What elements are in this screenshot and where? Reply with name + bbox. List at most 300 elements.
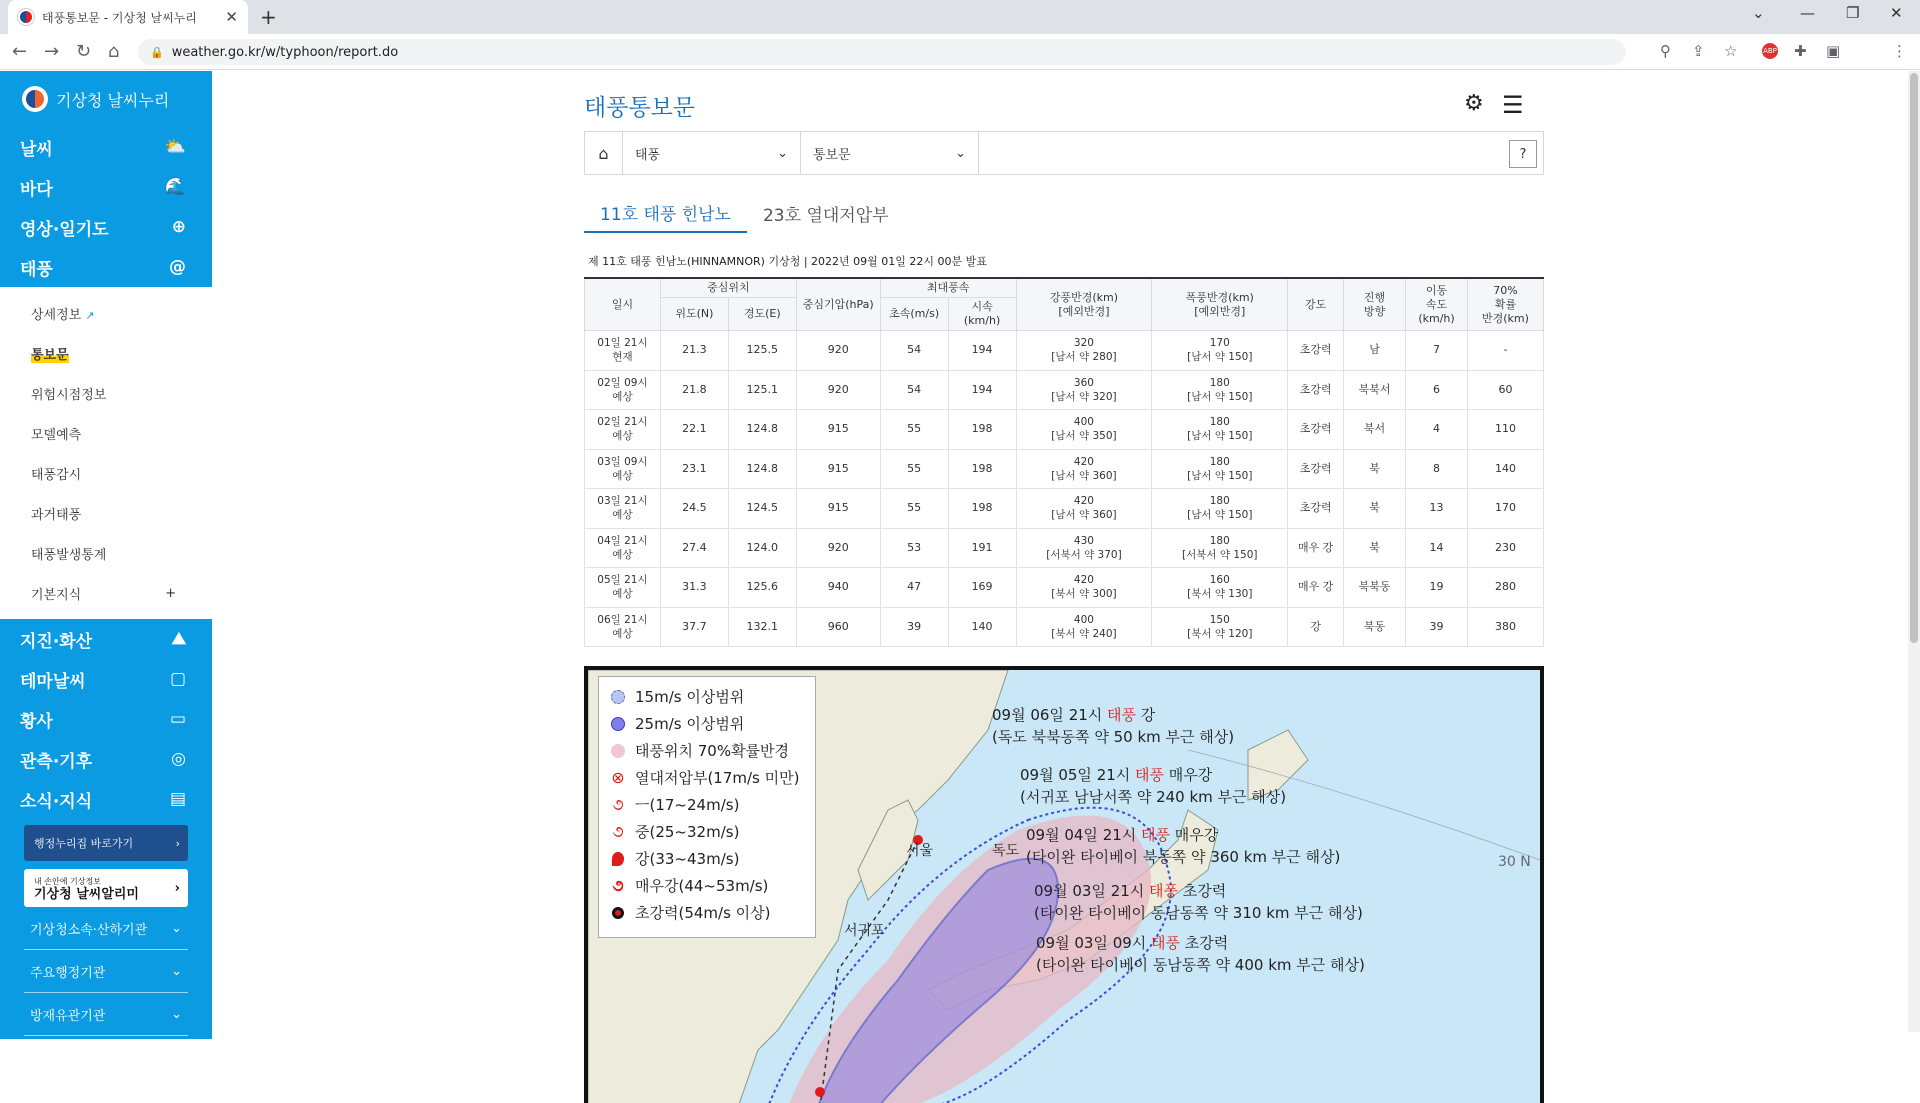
typhoon-medium-icon: ૭ <box>612 821 624 841</box>
col-pressure: 중심기압(hPa) <box>796 278 880 331</box>
cell-value: 02일 21시 <box>597 416 648 429</box>
page-title: 태풍통보문 <box>584 95 696 121</box>
table-cell <box>1016 370 1152 410</box>
kma-emblem-icon <box>22 86 48 112</box>
cell-value: 194 <box>971 382 993 396</box>
col-lat: 위도(N) <box>660 298 728 331</box>
table-cell <box>1467 410 1543 450</box>
table-cell <box>1344 568 1406 608</box>
restore-icon[interactable]: ❐ <box>1846 4 1860 22</box>
table-cell <box>660 528 728 568</box>
cell-value: 06일 21시 <box>597 613 648 626</box>
table-cell <box>948 331 1016 371</box>
table-cell <box>948 370 1016 410</box>
submenu-past[interactable] <box>0 493 212 533</box>
table-cell <box>948 528 1016 568</box>
menu-label: 바다 <box>20 179 53 200</box>
legend-label: 열대저압부(17m/s 미만) <box>635 769 800 787</box>
menu-earthquake[interactable] <box>0 619 212 659</box>
menu-news[interactable] <box>0 779 212 819</box>
col-maxwind: 최대풍속 <box>880 278 1016 298</box>
cell-value: 매우 강 <box>1297 540 1334 554</box>
cell-value: 남 <box>1369 343 1380 357</box>
cell-value: 22.1 <box>682 422 707 436</box>
table-cell <box>1467 331 1543 371</box>
table-cell <box>1152 568 1288 608</box>
table-cell <box>1344 607 1406 647</box>
menu-satellite[interactable] <box>0 207 212 247</box>
legend-item <box>609 872 805 899</box>
submenu-label: 위험시점정보 <box>31 387 107 403</box>
table-cell <box>1406 449 1468 489</box>
zoom-icon[interactable]: ⚲ <box>1660 42 1671 60</box>
header-text: 폭풍반경(km) <box>1185 290 1254 304</box>
table-cell <box>796 370 880 410</box>
forward-icon[interactable]: → <box>44 41 60 62</box>
tab-title: 태풍통보문 - 기상청 날씨누리 <box>42 10 197 25</box>
table-cell <box>1016 489 1152 529</box>
cell-value: - <box>1503 343 1508 357</box>
cell-value: [북서 약 120] <box>1187 627 1253 640</box>
globe-icon: ◎ <box>171 749 186 769</box>
legend-item <box>609 710 805 737</box>
cell-value: 360 <box>1073 376 1094 389</box>
table-cell <box>1344 449 1406 489</box>
chevron-right-icon: › <box>174 880 180 896</box>
place-label-dokdo: 독도 <box>992 843 1020 859</box>
header-text: 반경(km) <box>1482 311 1529 325</box>
dropdown-label: 방재유관기관 <box>30 1008 106 1024</box>
header-text: 70% <box>1493 283 1518 297</box>
table-cell <box>796 489 880 529</box>
light-blue-circle-icon <box>609 688 627 706</box>
menu-theme[interactable] <box>0 659 212 699</box>
cell-value: 55 <box>907 461 922 475</box>
annotation-typhoon: 태풍 <box>1107 706 1137 724</box>
table-cell <box>660 410 728 450</box>
table-cell <box>1016 449 1152 489</box>
annotation-typhoon: 태풍 <box>1151 934 1181 952</box>
bookmark-star-icon[interactable]: ☆ <box>1724 42 1738 60</box>
cell-value: 55 <box>907 422 922 436</box>
table-cell <box>1344 489 1406 529</box>
chevron-down-icon: ⌄ <box>171 963 182 979</box>
cell-value: [남서 약 150] <box>1187 430 1253 443</box>
help-button[interactable]: ? <box>1509 140 1537 168</box>
table-cell <box>1467 370 1543 410</box>
typhoon-submenu <box>0 287 212 619</box>
typhoon-position-marker <box>815 1087 825 1097</box>
menu-climate[interactable] <box>0 739 212 779</box>
cell-value: 북북서 <box>1358 382 1391 396</box>
table-cell <box>660 607 728 647</box>
cell-value: 초강력 <box>1299 382 1332 396</box>
cell-value: 915 <box>827 422 849 436</box>
cell-value: 23.1 <box>682 461 707 475</box>
legend-label: 강(33~43m/s) <box>635 850 740 868</box>
wave-icon: 🌊 <box>164 177 186 197</box>
cell-value: [남서 약 280] <box>1051 351 1117 364</box>
browser-menu-icon[interactable]: ⋮ <box>1892 42 1907 60</box>
header-text: 시속 <box>971 300 993 313</box>
cell-value: 매우 강 <box>1297 580 1334 594</box>
sidebar-top <box>0 71 212 287</box>
legend-item <box>609 683 805 710</box>
tab-search-icon[interactable]: ⌄ <box>1752 4 1765 22</box>
submenu-model[interactable] <box>0 413 212 453</box>
sidebar-bottom <box>0 619 212 1039</box>
chevron-down-icon: ⌄ <box>955 145 966 161</box>
table-cell <box>1016 528 1152 568</box>
tab-depression[interactable]: 23호 열대저압부 <box>762 205 889 226</box>
table-row <box>585 370 1544 410</box>
cell-value: 380 <box>1494 619 1516 633</box>
cell-value: 420 <box>1073 455 1094 468</box>
col-time: 일시 <box>585 278 661 331</box>
cell-value: 04일 21시 <box>597 534 648 547</box>
table-row <box>585 449 1544 489</box>
cell-value: 280 <box>1494 580 1516 594</box>
table-cell <box>1406 331 1468 371</box>
table-cell <box>1467 568 1543 608</box>
forecast-annotation <box>1034 880 1363 924</box>
cell-value: 198 <box>971 461 993 475</box>
annotation-time: 09월 04일 21시 <box>1026 826 1142 844</box>
chevron-right-icon: › <box>175 836 180 850</box>
cell-value: 124.8 <box>746 422 779 436</box>
cell-value: 북북동 <box>1358 580 1391 594</box>
header-text: 방향 <box>1363 304 1386 318</box>
col-strong-radius <box>1016 278 1152 331</box>
gov-portal-banner[interactable] <box>24 825 188 861</box>
dropdown-disaster[interactable] <box>24 993 188 1036</box>
table-cell <box>880 449 948 489</box>
table-cell <box>728 489 796 529</box>
table-cell <box>796 331 880 371</box>
cell-value: 124.5 <box>746 501 779 515</box>
cell-value: 400 <box>1073 416 1094 429</box>
site-logo[interactable] <box>0 71 212 127</box>
col-prob-radius <box>1467 278 1543 331</box>
cell-value: 54 <box>907 343 922 357</box>
table-cell <box>585 489 661 529</box>
cell-value: 현재 <box>612 351 633 364</box>
lat-label: 30 N <box>1498 854 1531 870</box>
cell-value: 54 <box>907 382 922 396</box>
cell-value: 24.5 <box>682 501 707 515</box>
url-field[interactable] <box>138 39 1626 65</box>
breadcrumb-select-report[interactable] <box>801 132 979 174</box>
extensions-puzzle-icon[interactable]: ✚ <box>1794 42 1807 60</box>
table-cell <box>1406 607 1468 647</box>
annotation-typhoon: 태풍 <box>1149 882 1179 900</box>
submenu-basics[interactable] <box>0 573 212 613</box>
hamburger-menu-icon[interactable]: ☰ <box>1502 91 1524 119</box>
cell-value: 27.4 <box>682 540 707 554</box>
table-cell <box>1288 568 1344 608</box>
new-tab-icon[interactable]: + <box>260 5 277 29</box>
cell-value: 320 <box>1073 337 1094 350</box>
cell-value: 420 <box>1073 495 1094 508</box>
table-cell <box>728 568 796 608</box>
cell-value: 140 <box>1494 461 1516 475</box>
dropdown-label: 주요행정기관 <box>30 965 106 981</box>
table-cell <box>796 528 880 568</box>
table-cell <box>728 370 796 410</box>
annotation-location: (타이완 타이베이 동남동쪽 약 400 km 부근 해상) <box>1036 956 1365 974</box>
table-cell <box>1016 410 1152 450</box>
forecast-annotation <box>1020 764 1286 808</box>
table-cell <box>1406 410 1468 450</box>
menu-label: 지진·화산 <box>20 631 93 652</box>
submenu-label: 통보문 <box>31 344 69 363</box>
home-icon[interactable]: ⌂ <box>108 41 120 62</box>
home-icon[interactable]: ⌂ <box>585 132 623 174</box>
col-lon: 경도(E) <box>728 298 796 331</box>
url-text: weather.go.kr/w/typhoon/report.do <box>171 44 399 60</box>
cell-value: 920 <box>827 540 849 554</box>
cell-value: [남서 약 360] <box>1051 469 1117 482</box>
table-cell <box>1288 528 1344 568</box>
table-cell <box>585 528 661 568</box>
cell-value: 14 <box>1429 540 1444 554</box>
cell-value: 예상 <box>612 627 633 640</box>
cell-value: 47 <box>907 580 922 594</box>
cell-value: 북서 <box>1363 422 1386 436</box>
breadcrumb-select-typhoon[interactable] <box>623 132 801 174</box>
menu-label: 황사 <box>20 711 53 732</box>
cell-value: 북 <box>1369 540 1380 554</box>
annotation-location: (서귀포 남남서쪽 약 240 km 부근 해상) <box>1020 788 1287 806</box>
cell-value: [남서 약 150] <box>1187 390 1253 403</box>
cell-value: 31.3 <box>682 580 707 594</box>
reload-icon[interactable]: ↻ <box>76 41 92 62</box>
cell-value: 초강력 <box>1299 461 1332 475</box>
table-cell <box>585 370 661 410</box>
annotation-time: 09월 03일 21시 <box>1034 882 1150 900</box>
close-window-icon[interactable]: ✕ <box>1890 4 1903 22</box>
address-bar-row <box>0 34 1920 70</box>
chevron-down-icon: ⌄ <box>171 920 182 936</box>
table-cell <box>728 449 796 489</box>
header-text: (km/h) <box>963 314 1001 327</box>
logo-text: 기상청 날씨누리 <box>56 90 170 110</box>
typhoon-report-table <box>584 277 1544 647</box>
table-cell <box>1152 528 1288 568</box>
expand-plus-icon[interactable]: + <box>165 585 176 601</box>
cell-value: 초강력 <box>1299 422 1332 436</box>
menu-label: 날씨 <box>20 139 53 160</box>
table-cell <box>1288 331 1344 371</box>
breadcrumb-label: 통보문 <box>813 147 851 163</box>
cell-value: 19 <box>1429 580 1444 594</box>
col-center: 중심위치 <box>660 278 796 298</box>
typhoon-super-icon <box>609 904 627 922</box>
cell-value: 194 <box>971 343 993 357</box>
settings-gear-icon[interactable]: ⚙ <box>1464 91 1484 116</box>
submenu-watch[interactable] <box>0 453 212 493</box>
page-scrollbar[interactable] <box>1908 71 1920 1032</box>
submenu-report[interactable] <box>0 333 212 373</box>
table-cell <box>1152 607 1288 647</box>
table-cell <box>1344 528 1406 568</box>
annotation-typhoon: 태풍 <box>1141 826 1171 844</box>
cell-value: [북서 약 240] <box>1051 627 1117 640</box>
annotation-intensity: 매우강 <box>1164 766 1213 784</box>
col-ms: 초속(m/s) <box>880 298 948 331</box>
cell-value: [북서 약 300] <box>1051 588 1117 601</box>
external-link-icon: ↗ <box>85 308 95 322</box>
cell-value: [남서 약 350] <box>1051 430 1117 443</box>
cell-value: 170 <box>1494 501 1516 515</box>
sidebar <box>0 71 212 1032</box>
tropical-depression-icon: ⊗ <box>611 768 625 787</box>
cell-value: 960 <box>827 619 849 633</box>
menu-typhoon[interactable] <box>0 247 212 287</box>
menu-label: 영상·일기도 <box>20 219 109 240</box>
table-cell <box>880 607 948 647</box>
table-cell <box>948 410 1016 450</box>
table-cell <box>1344 410 1406 450</box>
submenu-detail[interactable] <box>0 293 212 333</box>
cell-value: 125.6 <box>746 580 779 594</box>
cell-value: 39 <box>907 619 922 633</box>
extension-badge-icon[interactable]: ABP <box>1762 43 1778 59</box>
cell-value: 60 <box>1498 382 1513 396</box>
chevron-down-icon: ⌄ <box>777 145 788 161</box>
cell-value: 124.0 <box>746 540 779 554</box>
table-cell <box>1467 489 1543 529</box>
table-cell <box>796 568 880 608</box>
dropdown-label: 기상청소속·산하기관 <box>30 922 148 938</box>
cell-value: 110 <box>1494 422 1516 436</box>
cell-value: 39 <box>1429 619 1444 633</box>
back-icon[interactable]: ← <box>12 41 28 62</box>
col-kmh <box>948 298 1016 331</box>
report-caption: 제 11호 태풍 힌남노(HINNAMNOR) 기상청 | 2022년 09월 01일 22시 00분 발표 <box>588 255 987 268</box>
table-cell <box>880 331 948 371</box>
cell-value: 예상 <box>612 430 633 443</box>
cell-value: 940 <box>827 580 849 594</box>
annotation-time: 09월 06일 21시 <box>992 706 1108 724</box>
annotation-intensity: 초강력 <box>1178 882 1227 900</box>
header-text: (km/h) <box>1418 311 1455 325</box>
col-storm-radius <box>1152 278 1288 331</box>
submenu-stats[interactable] <box>0 533 212 573</box>
legend-item <box>609 818 805 845</box>
table-cell <box>1288 607 1344 647</box>
cell-value: 125.5 <box>746 343 779 357</box>
cell-value: 03일 09시 <box>597 455 648 468</box>
typhoon-outline-icon: ૭ <box>612 794 624 814</box>
cell-value: 180 <box>1209 495 1230 508</box>
cell-value: 915 <box>827 461 849 475</box>
table-cell <box>1406 370 1468 410</box>
table-cell <box>660 331 728 371</box>
dropdown-gov[interactable] <box>24 950 188 993</box>
table-cell <box>1406 568 1468 608</box>
banner-label: 기상청 날씨알리미 <box>34 887 139 902</box>
scrollbar-thumb[interactable] <box>1910 73 1918 643</box>
table-cell <box>1288 410 1344 450</box>
table-cell <box>728 607 796 647</box>
annotation-location: (타이완 타이베이 동남동쪽 약 310 km 부근 해상) <box>1034 904 1363 922</box>
table-cell <box>1467 528 1543 568</box>
cell-value: 198 <box>971 501 993 515</box>
header-text: 진행 <box>1363 290 1386 304</box>
table-row <box>585 568 1544 608</box>
side-panel-icon[interactable]: ▣ <box>1826 42 1841 60</box>
table-cell <box>796 410 880 450</box>
tab-hinnamnor[interactable]: 11호 태풍 힌남노 <box>584 193 747 233</box>
dropdown-affiliates[interactable] <box>24 907 188 950</box>
forecast-annotation <box>1026 824 1340 868</box>
annotation-time: 09월 03일 09시 <box>1036 934 1152 952</box>
map-legend <box>598 676 816 938</box>
annotation-intensity: 초강력 <box>1180 934 1229 952</box>
dust-icon: ▭ <box>169 709 186 729</box>
cell-value: 01일 21시 <box>597 337 648 350</box>
legend-label: 초강력(54m/s 이상) <box>635 904 771 922</box>
table-cell <box>1016 331 1152 371</box>
table-cell <box>585 410 661 450</box>
menu-dust[interactable] <box>0 699 212 739</box>
table-cell <box>728 528 796 568</box>
cell-value: 초강력 <box>1299 343 1332 357</box>
menu-sea[interactable] <box>0 167 212 207</box>
header-text: 강풍반경(km) <box>1049 290 1119 304</box>
table-cell <box>880 528 948 568</box>
cell-value: 191 <box>971 540 993 554</box>
share-icon[interactable]: ⇪ <box>1692 42 1705 60</box>
cell-value: 430 <box>1073 534 1094 547</box>
bag-icon: ▢ <box>169 669 186 689</box>
table-cell <box>1016 568 1152 608</box>
cell-value: 125.1 <box>746 382 779 396</box>
submenu-label: 태풍감시 <box>31 467 82 483</box>
submenu-risk[interactable] <box>0 373 212 413</box>
menu-weather[interactable] <box>0 127 212 167</box>
cell-value: 400 <box>1073 613 1094 626</box>
table-cell <box>1152 410 1288 450</box>
minimize-icon[interactable]: — <box>1800 4 1815 22</box>
news-icon: ▤ <box>169 789 186 809</box>
cell-value: 05일 21시 <box>597 574 648 587</box>
cell-value: 북 <box>1369 501 1380 515</box>
blue-circle-icon <box>609 715 627 733</box>
typhoon-track-map <box>584 666 1544 1103</box>
chevron-down-icon: ⌄ <box>171 1006 182 1022</box>
legend-label: 25m/s 이상범위 <box>635 715 745 733</box>
browser-tab[interactable] <box>8 0 248 34</box>
table-cell <box>728 410 796 450</box>
place-label-seogwipo: 서귀포 <box>844 923 885 939</box>
table-cell <box>880 370 948 410</box>
legend-label: 15m/s 이상범위 <box>635 688 745 706</box>
close-tab-icon[interactable]: ✕ <box>225 8 238 26</box>
lock-icon: 🔒 <box>150 45 164 59</box>
cell-value: 예상 <box>612 588 633 601</box>
cell-value: 132.1 <box>746 619 779 633</box>
cell-value: 124.8 <box>746 461 779 475</box>
table-cell <box>796 449 880 489</box>
table-row <box>585 331 1544 371</box>
header-text: 속도 <box>1425 297 1448 311</box>
browser-tab-bar <box>0 0 1920 34</box>
cell-value: 13 <box>1429 501 1444 515</box>
annotation-location: (독도 북북동쪽 약 50 km 부근 해상) <box>992 728 1235 746</box>
weather-alert-banner[interactable] <box>24 869 188 907</box>
